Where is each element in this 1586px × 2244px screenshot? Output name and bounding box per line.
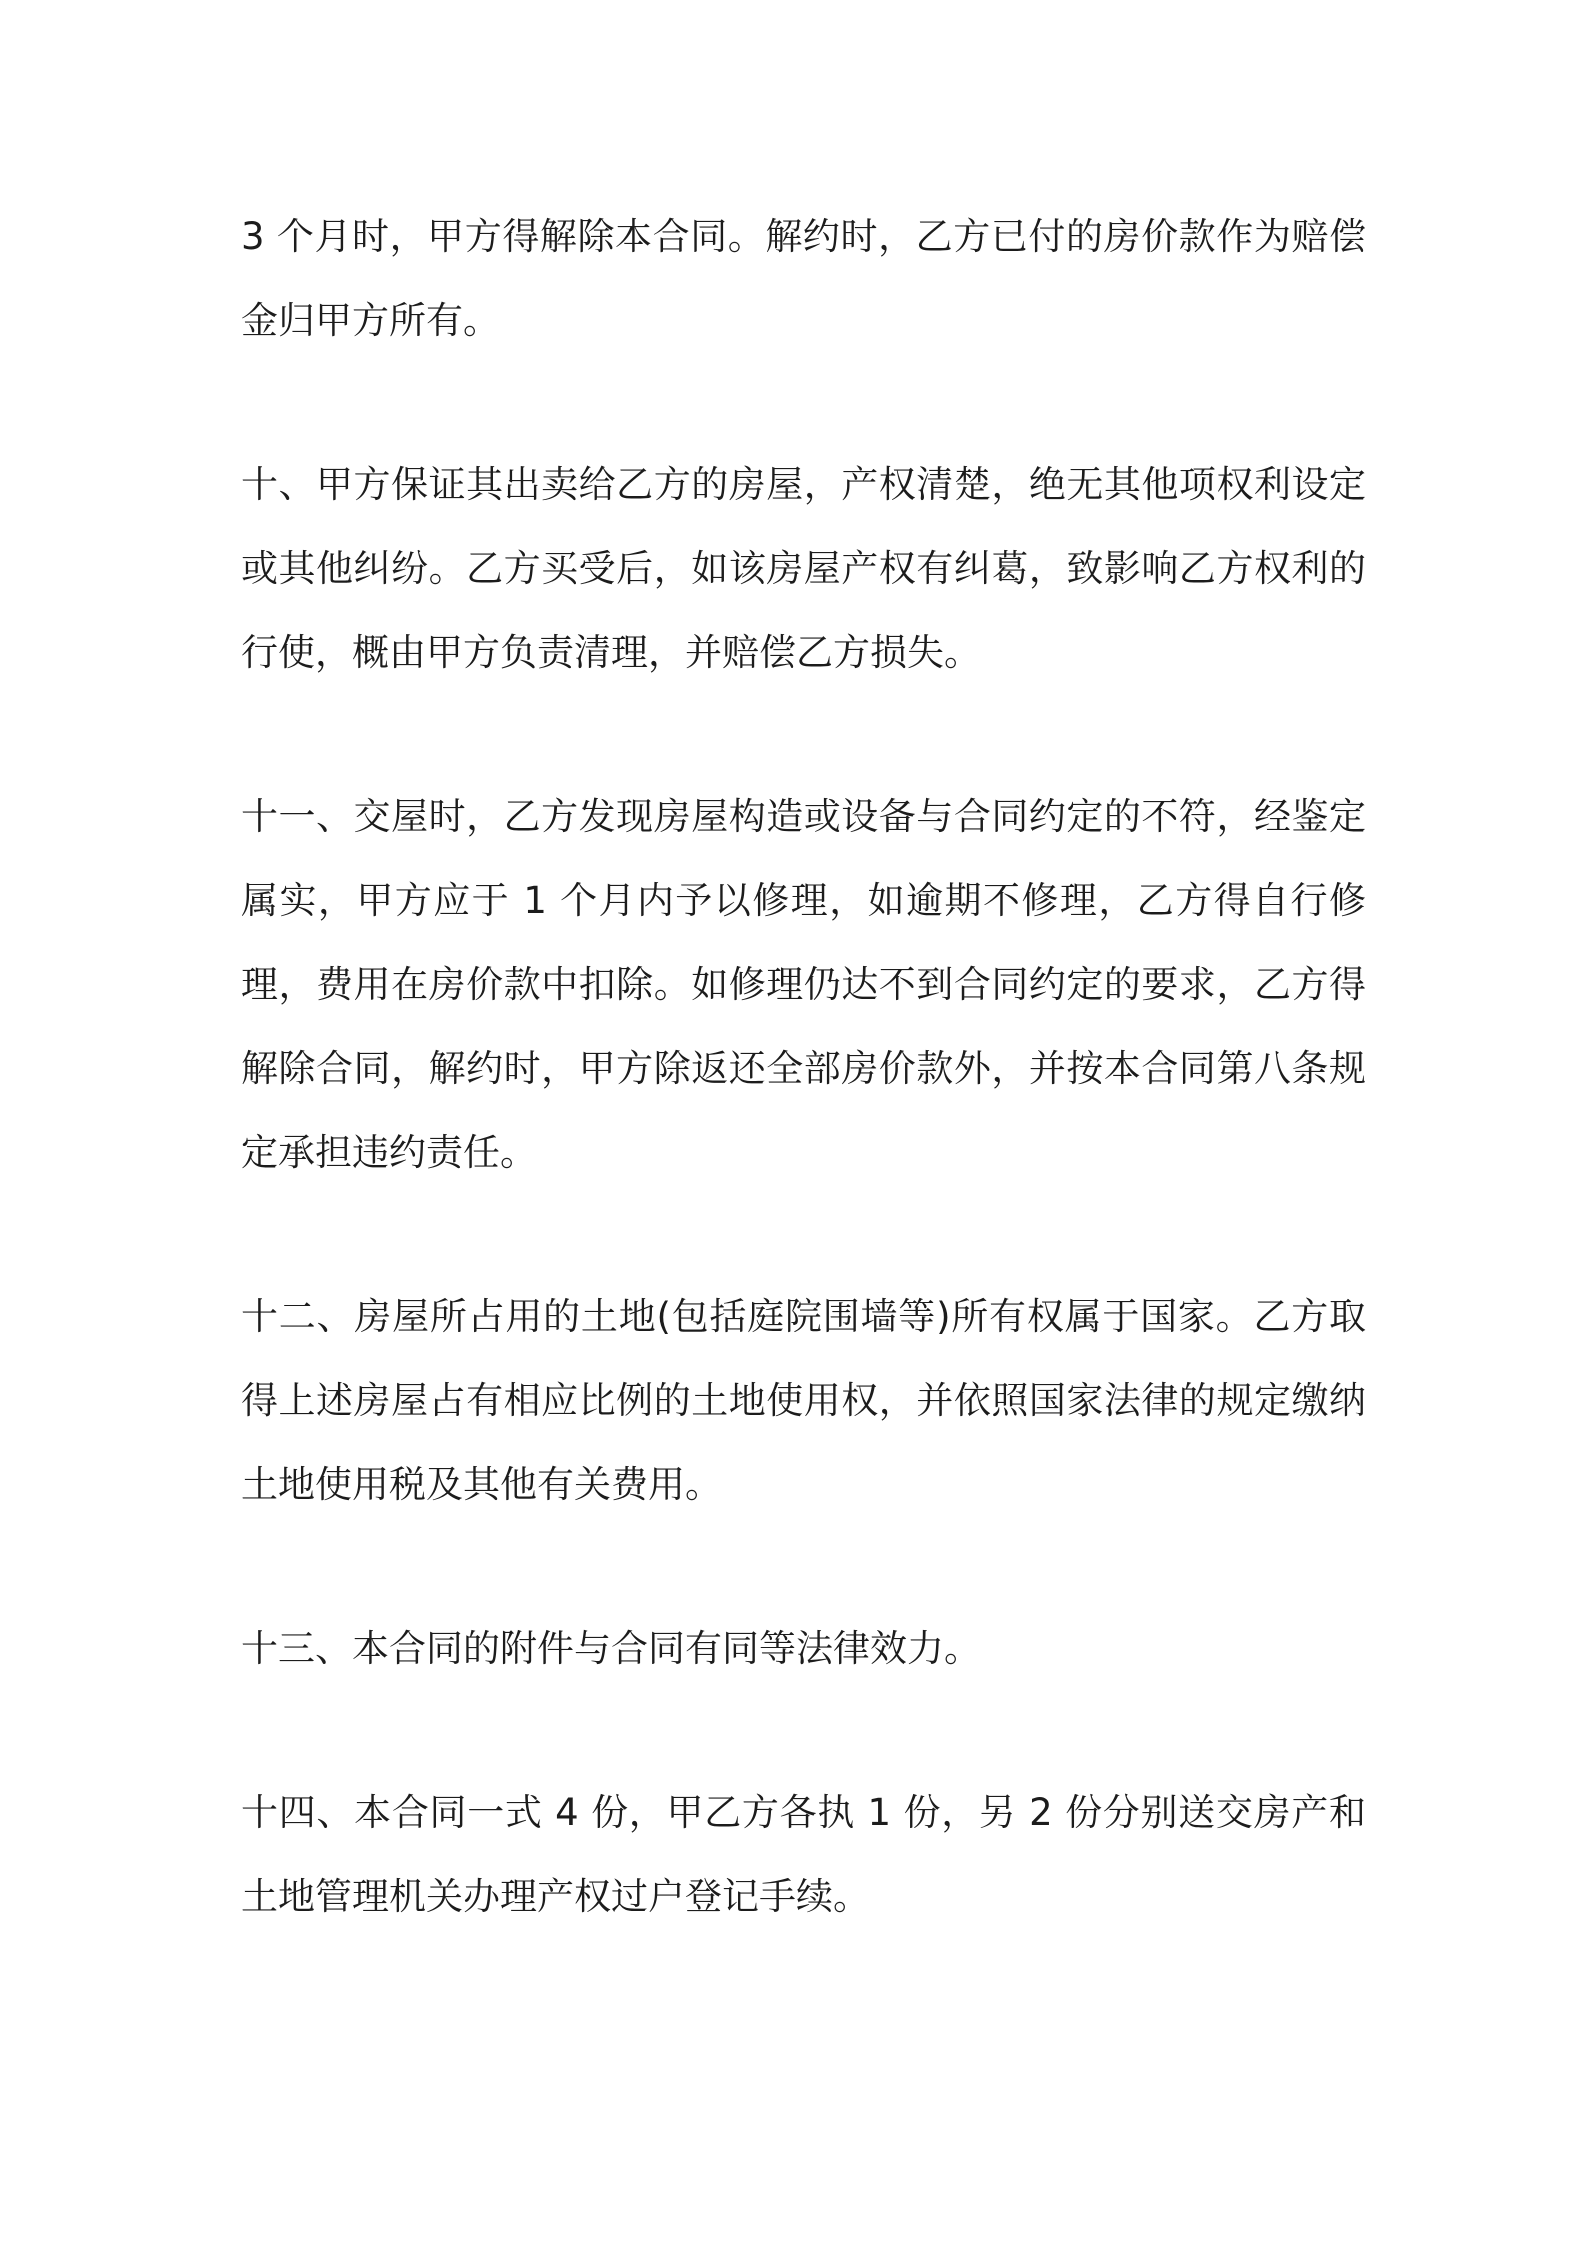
- paragraph-clause-14: 十四、本合同一式 4 份，甲乙方各执 1 份，另 2 份分别送交房产和土地管理机关办理产权过户登记手续。: [241, 1791, 1366, 1918]
- paragraph-clause-10: 十、甲方保证其出卖给乙方的房屋，产权清楚，绝无其他项权利设定或其他纠纷。乙方买受后，如该房屋产权有纠葛，致影响乙方权利的行使，概由甲方负责清理，并赔偿乙方损失。: [241, 463, 1366, 674]
- paragraph-clause-9-continuation: 3 个月时，甲方得解除本合同。解约时，乙方已付的房价款作为赔偿金归甲方所有。: [241, 215, 1366, 342]
- paragraph-clause-13: 十三、本合同的附件与合同有同等法律效力。: [241, 1627, 981, 1670]
- paragraph-clause-12: 十二、房屋所占用的土地(包括庭院围墙等)所有权属于国家。乙方取得上述房屋占有相应比例的土地使用权，并依照国家法律的规定缴纳土地使用税及其他有关费用。: [241, 1295, 1366, 1506]
- paragraph-clause-11: 十一、交屋时，乙方发现房屋构造或设备与合同约定的不符，经鉴定属实，甲方应于 1 个月内予以修理，如逾期不修理，乙方得自行修理，费用在房价款中扣除。如修理仍达不到合同约定的要求，乙方得解除合同，解约时，甲方除返还全部房价款外，并按本合同第八条规定承担违约责任。: [241, 795, 1366, 1174]
- contract-body: [241, 195, 1366, 1939]
